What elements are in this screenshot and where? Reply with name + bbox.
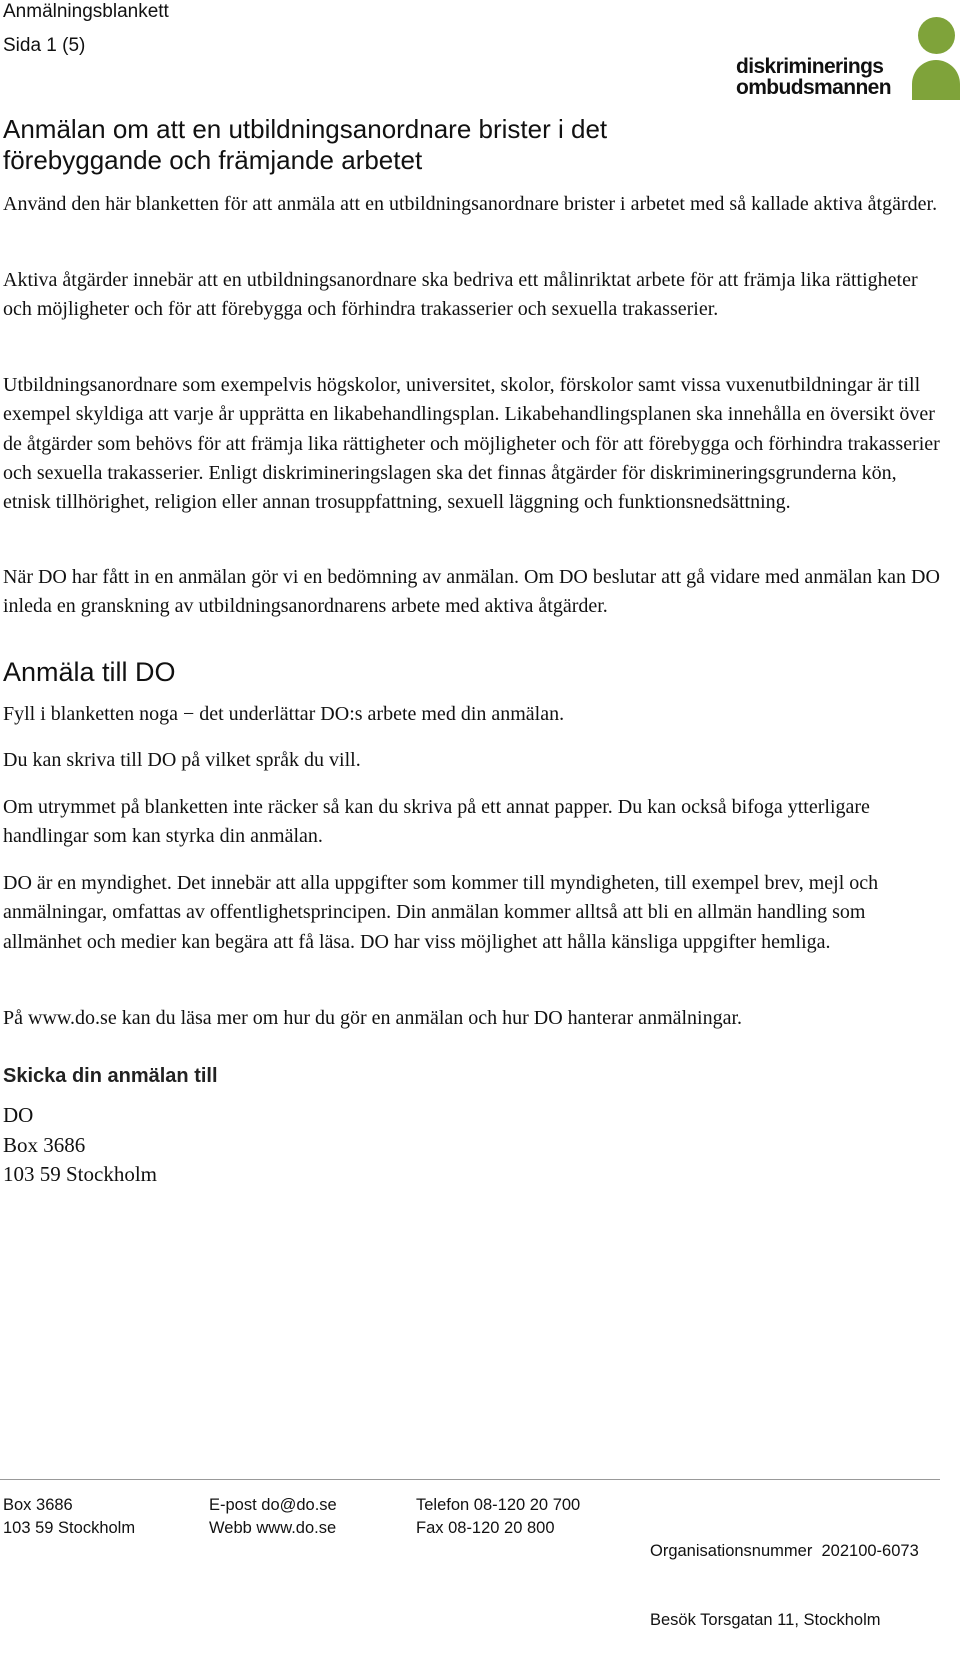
intro-paragraph-1: Använd den här blanketten för att anmäla att en utbildningsanordnare brister i arbetet med så kallade aktiva åtgärder.: [3, 193, 938, 215]
logo: [736, 16, 960, 102]
report-paragraph-1: Fyll i blanketten noga − det underlättar DO:s arbete med din anmälan.: [3, 703, 565, 725]
mailing-address: [3, 1101, 157, 1190]
report-paragraph-4: DO är en myndighet. Det innebär att alla uppgifter som kommer till myndigheten, till exempel brev, mejl och anmälningar, omfattas av offentlighetsprincipen. Din anmälan kommer alltså att bli en allmän handling som allmänhet och medier kan begära att få läsa. DO har viss möjlighet att hålla känsliga uppgifter hemliga.: [3, 872, 879, 953]
document-title: [3, 114, 723, 176]
address-line: DO: [3, 1103, 34, 1127]
intro-paragraph-4: När DO har fått in en anmälan gör vi en bedömning av anmälan. Om DO beslutar att gå vidare med anmälan kan DO inleda en granskning av utbildningsanordnarens arbete med aktiva åtgärder.: [3, 566, 940, 618]
footer-phone-fax: [416, 1494, 580, 1540]
footer-org: [650, 1494, 919, 1655]
report-paragraph-5: På www.do.se kan du läsa mer om hur du gör en anmälan och hur DO hanterar anmälningar.: [3, 1007, 743, 1029]
title-line-1: Anmälan om att en utbildningsanordnare brister i det: [3, 114, 608, 144]
address-line: 103 59 Stockholm: [3, 1162, 158, 1186]
logo-figure-head: [918, 17, 955, 54]
page-number: Sida 1 (5): [3, 35, 86, 56]
footer-fax: Fax 08-120 20 800: [416, 1519, 555, 1537]
footer-org-number: Organisationsnummer 202100-6073: [650, 1542, 919, 1560]
logo-text: [736, 56, 891, 98]
form-label: Anmälningsblankett: [3, 1, 169, 22]
footer-address: [3, 1494, 135, 1540]
report-paragraph-3: Om utrymmet på blanketten inte räcker så kan du skriva på ett annat papper. Du kan också bifoga ytterligare handlingar som kan styrka din anmälan.: [3, 796, 870, 848]
intro-paragraph-3: Utbildningsanordnare som exempelvis högskolor, universitet, skolor, förskolor samt vissa vuxenutbildningar är till exempel skyldiga att varje år upprätta en likabehandlingsplan. Likabehandlingsplanen ska innehålla en översikt över de åtgärder som behövs för att främja lika rättigheter och möjligheter och för att förebygga och förhindra trakasserier och sexuella trakasserier. Enligt diskrimineringslagen ska det finnas åtgärder för diskrimineringsgrunderna kön, etnisk tillhörighet, religion eller annan trosuppfattning, sexuell läggning och funktionsnedsättning.: [3, 374, 940, 514]
logo-line-1: diskriminerings: [736, 55, 884, 78]
intro-paragraph-2: Aktiva åtgärder innebär att en utbildningsanordnare ska bedriva ett målinriktat arbete för att främja lika rättigheter och möjligheter och för att förebygga och förhindra trakasserier och sexuella trakasserier.: [3, 269, 918, 321]
footer-phone: Telefon 08-120 20 700: [416, 1496, 581, 1514]
footer-visit-address: Besök Torsgatan 11, Stockholm: [650, 1611, 881, 1629]
footer-divider: [0, 1479, 940, 1480]
report-paragraph-2: Du kan skriva till DO på vilket språk du vill.: [3, 749, 361, 771]
section-heading-report: Anmäla till DO: [3, 657, 176, 687]
logo-figure-body: [912, 60, 960, 100]
title-line-2: förebyggande och främjande arbetet: [3, 145, 423, 175]
logo-line-2: ombudsmannen: [736, 76, 891, 99]
footer-line: Box 3686: [3, 1496, 73, 1514]
footer-contact-web: [209, 1494, 337, 1540]
address-line: Box 3686: [3, 1132, 86, 1157]
footer-email: E-post do@do.se: [209, 1496, 337, 1514]
send-to-heading: Skicka din anmälan till: [3, 1065, 218, 1087]
footer-website: Webb www.do.se: [209, 1519, 337, 1537]
footer-line: 103 59 Stockholm: [3, 1519, 136, 1537]
